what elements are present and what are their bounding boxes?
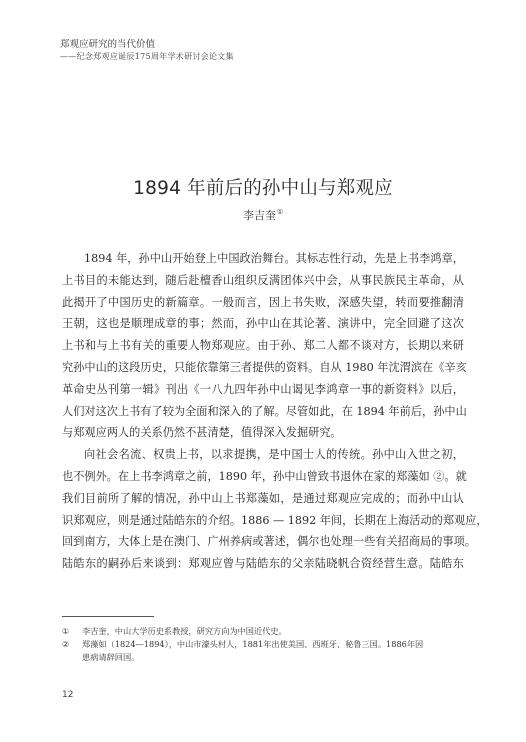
page-number: 12	[62, 690, 74, 700]
text-line: 回到南方，大体上是在澳门、广州养病或著述，偶尔也处理一些有关招商局的事项。	[62, 535, 476, 549]
text-line: 究孙中山的这段历史，只能依靠第三者提供的资料。自从 1980 年沈渭滨在《辛亥	[62, 360, 467, 374]
article-author	[0, 207, 526, 223]
footnote-2	[62, 638, 466, 664]
footnote-line: 患病请辞回国。	[82, 652, 140, 662]
author-name: 李吉奎	[242, 209, 276, 222]
text-line: 1894 年，孙中山开始登上中国政治舞台。其标志性行动，先是上书李鸿章，	[84, 252, 464, 265]
footnote-line: 李吉奎，中山大学历史系教授，研究方向为中国近代史。	[82, 626, 287, 636]
text-line: 陆皓东的嗣孙后来谈到：郑观应曾与陆皓东的父亲陆晓帆合资经营生意。陆皓东	[62, 557, 464, 571]
paragraph-2	[62, 444, 488, 575]
footnotes	[62, 625, 466, 664]
footnote-text	[82, 625, 466, 638]
footnote-divider	[62, 616, 154, 617]
footnote-line: 郑藻如（1824—1894），中山市濠头村人，1881年出使美国、西班牙、秘鲁三国。1886年因	[82, 639, 424, 649]
article-body	[62, 248, 488, 575]
text-line: 我们目前所了解的情况，孙中山上书郑藻如，是通过郑观应完成的；而孙中山认	[62, 491, 464, 505]
text-line: 王朝，这也是顺理成章的事；然而，孙中山在其论著、演讲中，完全回避了这次	[62, 317, 464, 331]
book-title: 郑观应研究的当代价值	[60, 39, 156, 50]
book-subtitle: ——纪念郑观应诞辰175周年学术研讨会论文集	[60, 52, 234, 61]
running-head	[60, 38, 234, 62]
text-line: 与郑观应两人的关系仍然不甚清楚，值得深入发掘研究。	[62, 426, 342, 440]
text-line: 向社会名流、权贵上书，以求提携，是中国士人的传统。孙中山入世之初，	[84, 448, 464, 462]
footnote-text	[82, 638, 466, 664]
text-line: 此揭开了中国历史的新篇章。一般而言，因上书失败，深感失望，转而要推翻清	[62, 295, 464, 309]
footnote-1	[62, 625, 466, 638]
text-line: 也不例外。在上书李鸿章之前，1890 年，孙中山曾致书退休在家的郑藻如 ②。就	[62, 469, 467, 483]
text-line: 上书和与上书有关的重要人物郑观应。由于孙、郑二人都不谈对方，长期以来研	[62, 339, 464, 353]
footnote-mark: ②	[62, 639, 70, 649]
paragraph-1	[62, 248, 467, 444]
text-line: 人们对这次上书有了较为全面和深入的了解。尽管如此，在 1894 年前后，孙中山	[62, 404, 467, 418]
article-title: 1894 年前后的孙中山与郑观应	[133, 178, 393, 199]
text-line: 革命史丛刊第一辑》刊出《一八九四年孙中山谒见李鸿章一事的新资料》以后，	[62, 382, 464, 396]
author-footnote-mark: ①	[276, 208, 284, 216]
footnote-mark: ①	[62, 626, 70, 636]
text-line: 识郑观应，则是通过陆皓东的介绍。1886 — 1892 年间，长期在上海活动的郑观应，	[62, 513, 488, 527]
text-line: 上书目的未能达到，随后赴檀香山组织反满团体兴中会，从事民族民主革命，从	[62, 273, 464, 287]
